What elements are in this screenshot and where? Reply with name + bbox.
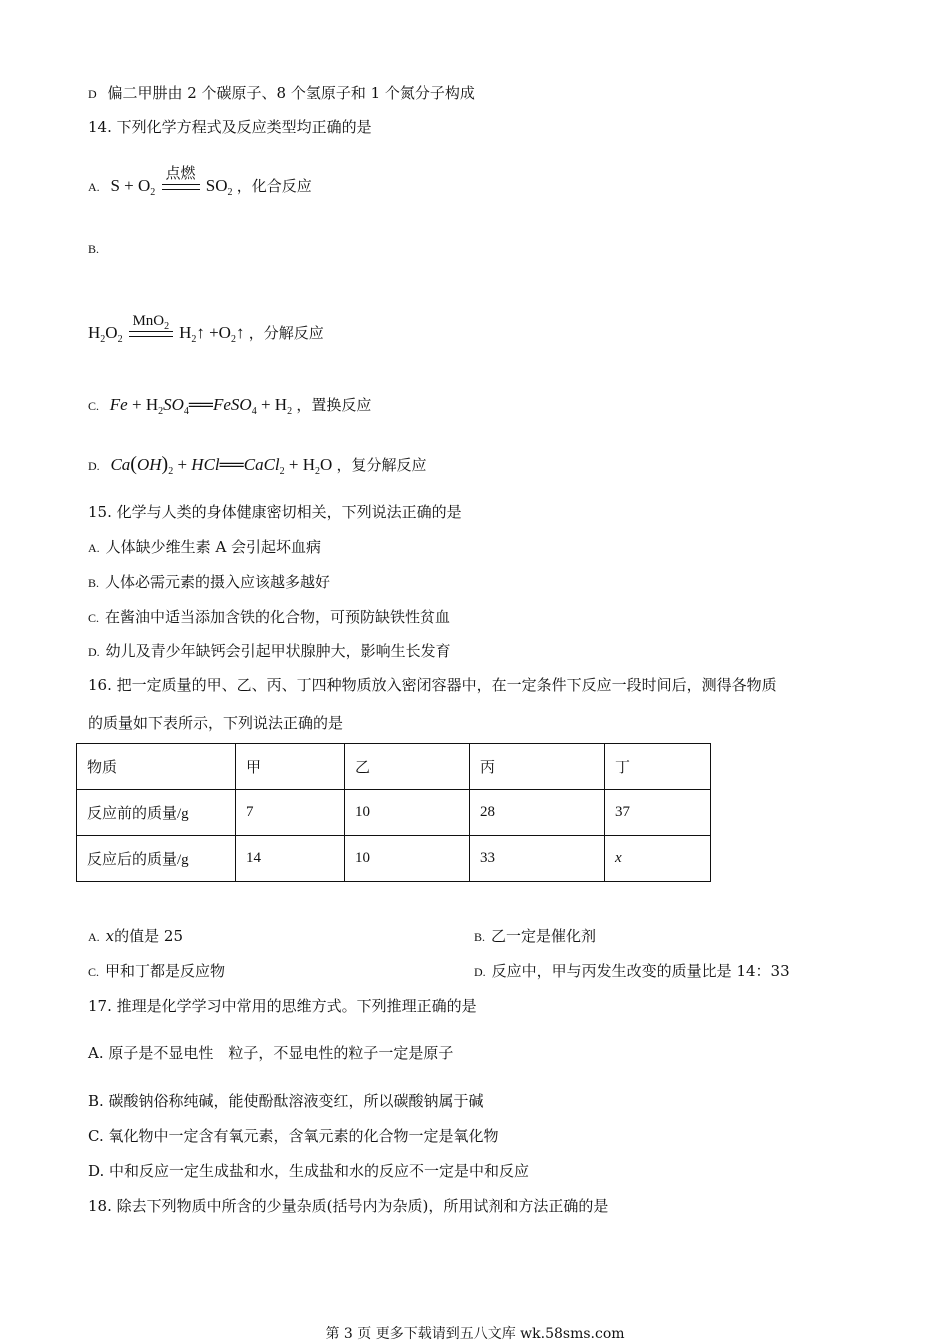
option-letter: D. (88, 459, 100, 473)
q17-option-b: B. 碳酸钠俗称纯碱，能使酚酞溶液变红，所以碳酸钠属于碱 (88, 1092, 484, 1110)
table-cell: 33 (470, 836, 605, 882)
option-letter: A. (88, 180, 100, 194)
table-cell: 物质 (77, 744, 236, 790)
q16-stem-line1: 16. 把一定质量的甲、乙、丙、丁四种物质放入密闭容器中，在一定条件下反应一段时间后，测得各物质 (88, 676, 777, 694)
table-row (77, 790, 711, 836)
q14-option-b (88, 313, 324, 345)
table-cell: 丙 (470, 744, 605, 790)
q17-option-a: A. 原子是不显电性 粒子，不显电性的粒子一定是原子 (88, 1044, 454, 1062)
table-cell: 丁 (605, 744, 711, 790)
option-letter: D (88, 87, 97, 101)
table-cell: 7 (236, 790, 345, 836)
table-cell: 10 (345, 836, 470, 882)
q17-stem: 17. 推理是化学学习中常用的思维方式。下列推理正确的是 (88, 997, 477, 1015)
reaction-type: ，分解反应 (248, 324, 324, 342)
reaction-type: ，置换反应 (296, 396, 372, 414)
table-cell: 乙 (345, 744, 470, 790)
q16-option-a: A. x的值是 25 (88, 927, 183, 945)
equation-d: $Ca(OH)_2$ + HCl══CaCl$_2$ + $H_2O$ (110, 453, 333, 477)
q15-stem: 15. 化学与人类的身体健康密切相关，下列说法正确的是 (88, 503, 462, 521)
q16-stem-line2: 的质量如下表所示，下列说法正确的是 (88, 714, 344, 732)
q13-option-d (88, 83, 475, 104)
equals-sign: 点燃 (162, 184, 200, 190)
q14-option-a (88, 166, 312, 198)
mass-table (76, 743, 711, 882)
q17-option-c: C. 氧化物中一定含有氧元素，含氧元素的化合物一定是氧化物 (88, 1127, 499, 1145)
reaction-type: ，复分解反应 (336, 456, 427, 474)
equation-c: $Fe + H_2SO_4══FeSO_4 + H_2$ (109, 395, 293, 417)
table-cell: x (605, 836, 711, 882)
q14-option-c (88, 395, 371, 416)
q16-option-d: D. 反应中，甲与丙发生改变的质量比是 14：33 (474, 962, 790, 980)
table-cell: 28 (470, 790, 605, 836)
table-cell: 10 (345, 790, 470, 836)
page-footer: 第 3 页 更多下载请到五八文库 wk.58sms.com (325, 1326, 625, 1342)
table-cell: 反应后的质量/g (77, 836, 236, 882)
table-cell: 甲 (236, 744, 345, 790)
q17-option-d: D. 中和反应一定生成盐和水，生成盐和水的反应不一定是中和反应 (88, 1162, 530, 1180)
q14-stem: 14. 下列化学方程式及反应类型均正确的是 (88, 118, 372, 136)
q15-option-c: C. 在酱油中适当添加含铁的化合物，可预防缺铁性贫血 (88, 608, 451, 626)
q14-option-d (88, 454, 427, 476)
table-row (77, 836, 711, 882)
q15-option-a: A. 人体缺少维生素 A 会引起坏血病 (88, 538, 322, 556)
q16-option-b: B. 乙一定是催化剂 (474, 927, 597, 945)
table-cell: 14 (236, 836, 345, 882)
q14-option-b-letter: B. (88, 242, 100, 256)
table-header-row (77, 744, 711, 790)
option-text: 偏二甲肼由 2 个碳原子、8 个氢原子和 1 个氮分子构成 (107, 84, 475, 102)
q16-option-c: C. 甲和丁都是反应物 (88, 962, 226, 980)
reaction-type: ，化合反应 (236, 177, 312, 195)
table-cell: 反应前的质量/g (77, 790, 236, 836)
q15-option-d: D. 幼儿及青少年缺钙会引起甲状腺肿大，影响生长发育 (88, 642, 451, 660)
table-cell: 37 (605, 790, 711, 836)
equals-sign: MnO$_2$ (129, 331, 173, 337)
q15-option-b: B. 人体必需元素的摄入应该越多越好 (88, 573, 331, 591)
q18-stem: 18. 除去下列物质中所含的少量杂质(括号内为杂质)，所用试剂和方法正确的是 (88, 1197, 609, 1215)
equation-b: $H_2O_2$ MnO$_2$ $H_2↑$ $+O_2↑$ (88, 313, 245, 345)
option-letter: C. (88, 399, 100, 413)
equation-a: $S + O_2$ 点燃 $SO_2$ (110, 166, 233, 198)
